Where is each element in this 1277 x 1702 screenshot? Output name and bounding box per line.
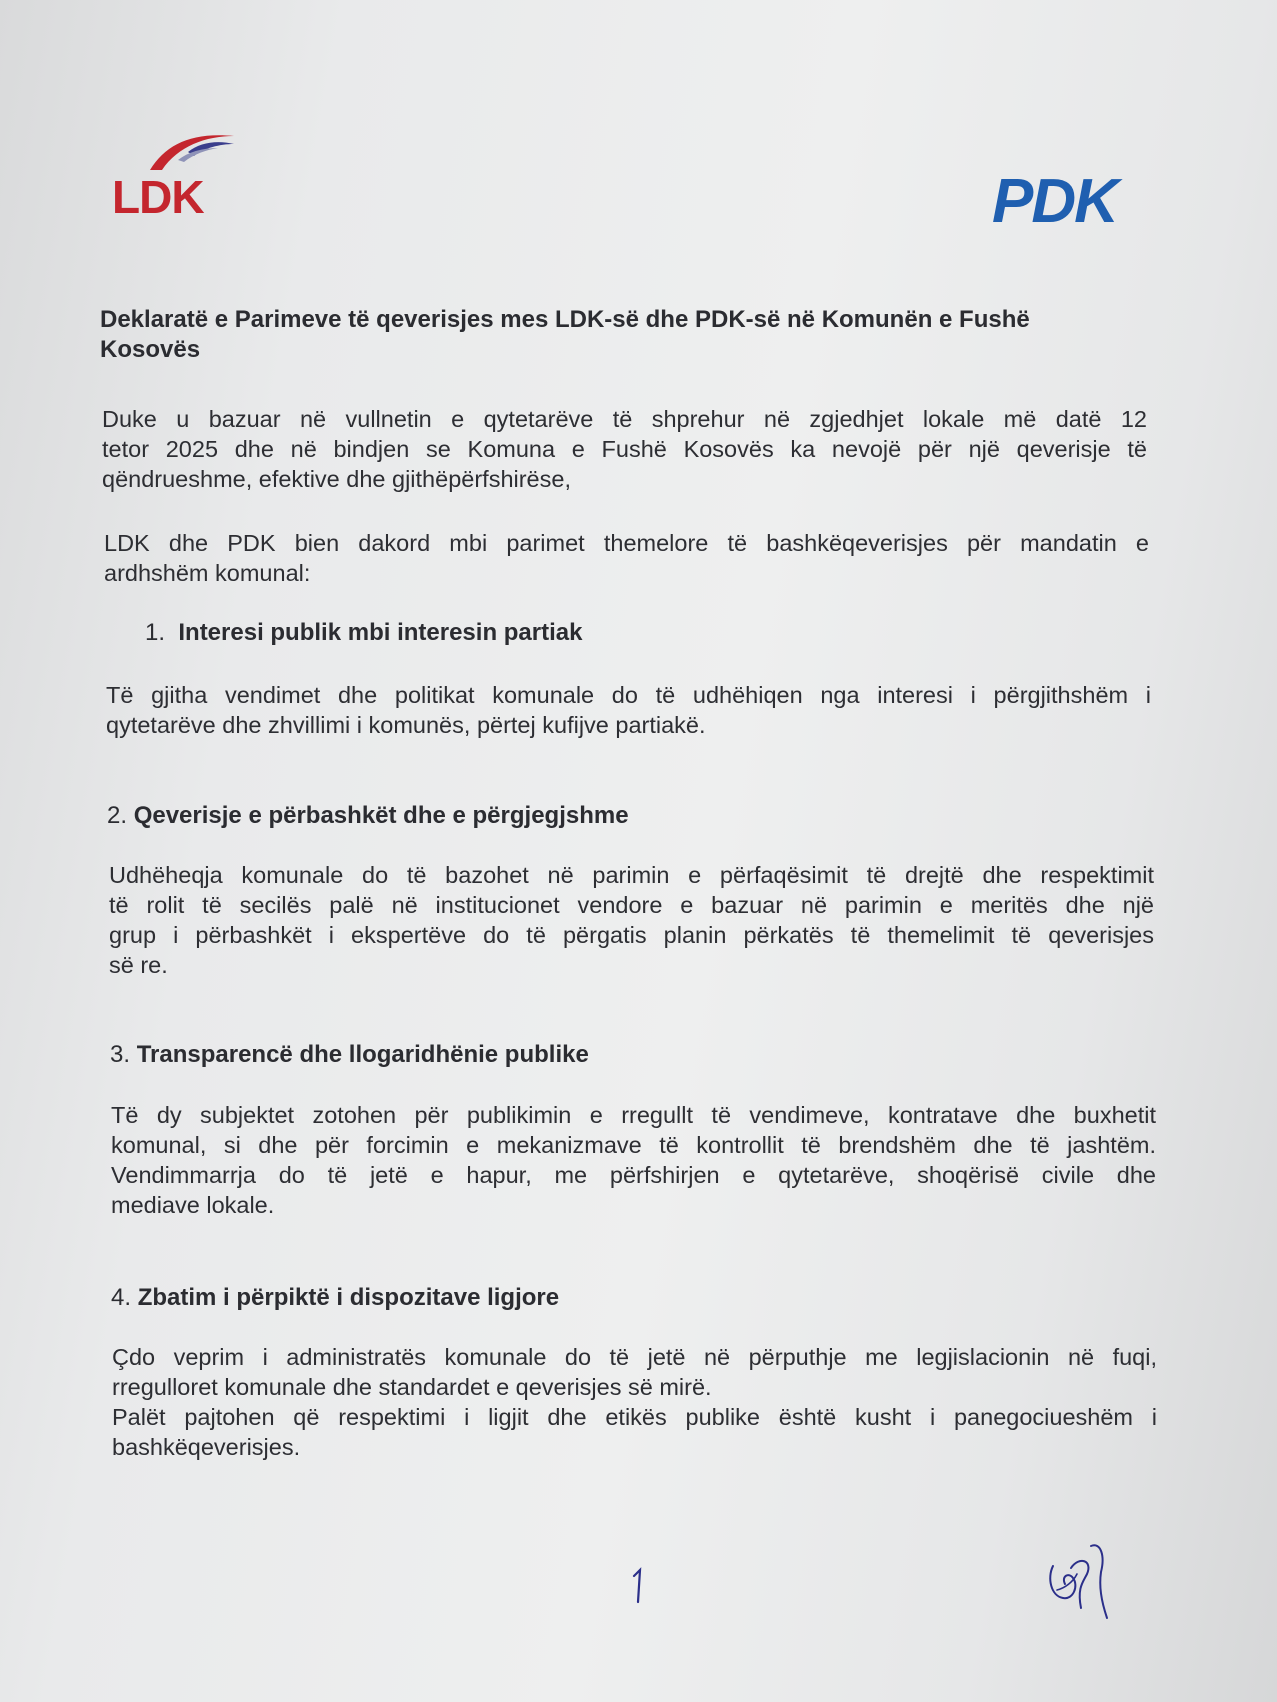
intro-paragraph <box>102 404 1147 494</box>
document-title <box>100 305 1150 365</box>
section-body <box>106 680 1151 740</box>
section-body <box>111 1100 1156 1220</box>
text-line: Të gjitha vendimet dhe politikat komunale do të udhëhiqen nga interesi i përgjithshëm i <box>106 682 1151 708</box>
section-title: Zbatim i përpiktë i dispozitave ligjore <box>137 1284 560 1311</box>
section-number: 2. <box>107 802 128 829</box>
text-line: mediave lokale. <box>111 1192 275 1218</box>
handwritten-signature <box>1043 1538 1115 1624</box>
handwritten-page-number <box>628 1566 652 1606</box>
section-number: 1. <box>145 619 166 646</box>
section-heading <box>110 1040 589 1070</box>
section-title: Transparencë dhe llogaridhënie publike <box>136 1041 589 1068</box>
text-line: Çdo veprim i administratës komunale do të jetë në përputhje me legjislacionin në fuqi, <box>112 1344 1157 1370</box>
text-line: tetor 2025 dhe në bindjen se Komuna e Fushë Kosovës ka nevojë për një qeverisje të <box>102 436 1147 462</box>
text-line: Udhëheqja komunale do të bazohet në parimin e përfaqësimit të drejtë dhe respektimit <box>109 862 1154 888</box>
text-line: të rolit të secilës palë në institucionet vendore e bazuar në parimin e meritës dhe një <box>109 892 1154 918</box>
text-line: komunal, si dhe për forcimin e mekanizmave të kontrollit të brendshëm dhe të jashtëm. <box>111 1132 1156 1158</box>
text-line: Vendimmarrja do të jetë e hapur, me përfshirjen e qytetarëve, shoqërisë civile dhe <box>111 1162 1156 1188</box>
text-line: LDK dhe PDK bien dakord mbi parimet themelore të bashkëqeverisjes për mandatin e <box>104 530 1149 556</box>
ldk-swoosh-icon <box>148 130 238 172</box>
text-line: rregulloret komunale dhe standardet e qeverisjes së mirë. <box>112 1374 712 1400</box>
title-line: Deklaratë e Parimeve të qeverisjes mes LDK-së dhe PDK-së në Komunën e Fushë <box>100 306 1030 333</box>
text-line: qytetarëve dhe zhvillimi i komunës, përtej kufijve partiakë. <box>106 712 706 738</box>
text-line: ardhshëm komunal: <box>104 560 311 586</box>
section-heading <box>107 801 629 831</box>
text-line: qëndrueshme, efektive dhe gjithëpërfshirëse, <box>102 466 571 492</box>
text-line: bashkëqeverisjes. <box>112 1434 301 1460</box>
section-title: Interesi publik mbi interesin partiak <box>178 619 583 646</box>
text-line: së re. <box>109 952 168 978</box>
text-line: Palët pajtohen që respektimi i ligjit dhe etikës publike është kusht i panegociueshëm i <box>112 1404 1157 1430</box>
pdk-logo: PDK <box>992 167 1117 236</box>
text-line: Të dy subjektet zotohen për publikimin e rregullt të vendimeve, kontratave dhe buxhetit <box>111 1102 1156 1128</box>
title-line: Kosovës <box>100 336 201 363</box>
section-heading <box>111 1283 559 1313</box>
section-title: Qeverisje e përbashkët dhe e përgjegjshme <box>133 802 629 829</box>
section-body <box>112 1342 1157 1462</box>
ldk-logo-text: LDK <box>112 171 204 223</box>
section-number: 3. <box>110 1041 131 1068</box>
section-body <box>109 860 1154 980</box>
section-heading <box>145 618 582 648</box>
intro-paragraph <box>104 528 1149 588</box>
text-line: grup i përbashkët i ekspertëve do të përgatis planin përkatës të themelimit të qeverisjes <box>109 922 1154 948</box>
text-line: Duke u bazuar në vullnetin e qytetarëve të shprehur në zgjedhjet lokale më datë 12 <box>102 406 1147 432</box>
section-number: 4. <box>111 1284 132 1311</box>
ldk-logo <box>112 130 244 223</box>
